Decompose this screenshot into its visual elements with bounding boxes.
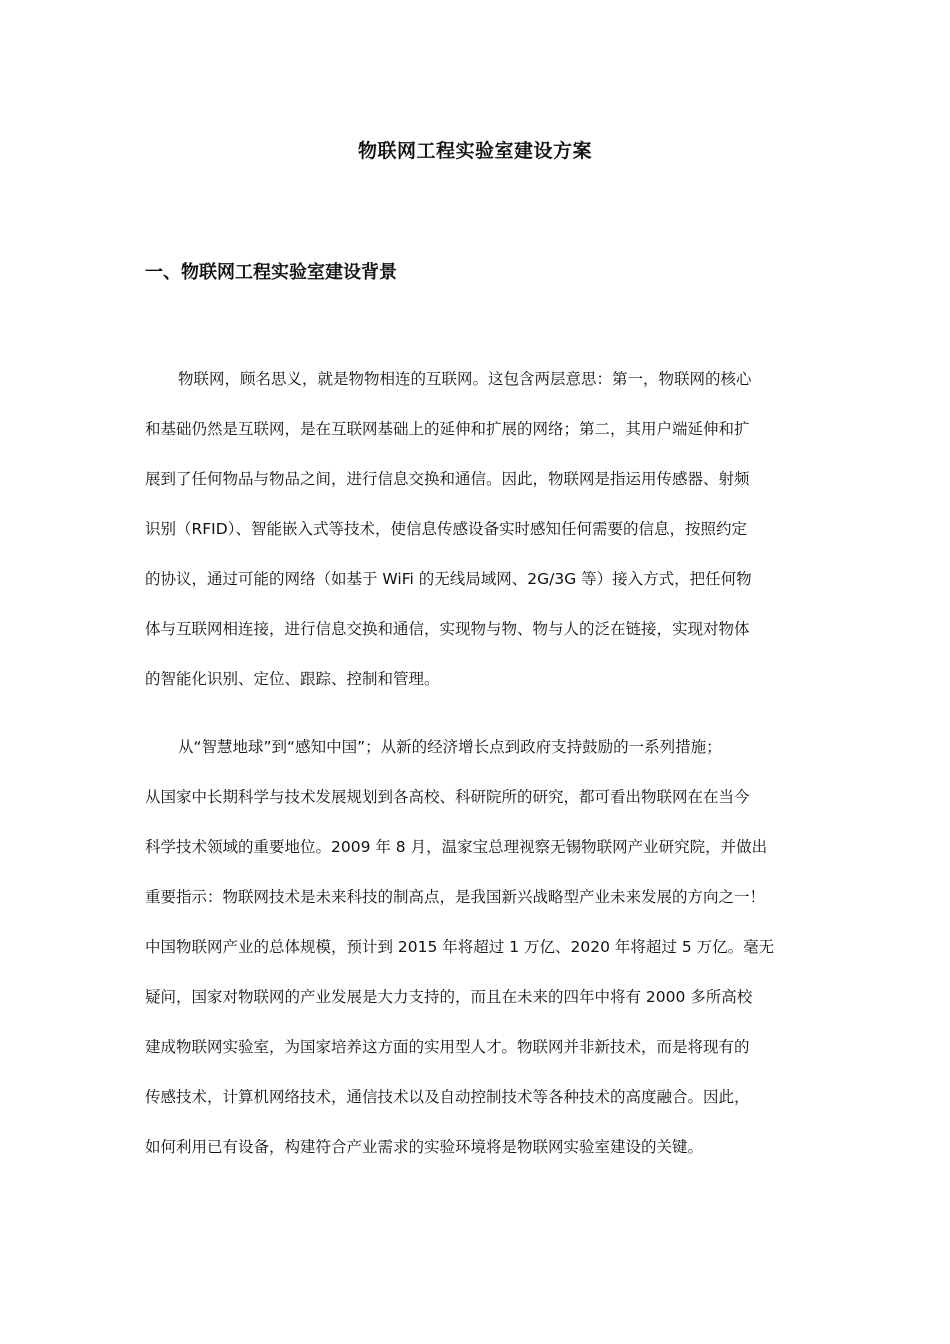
paragraph-line: 中国物联网产业的总体规模，预计到 2015 年将超过 1 万亿、2020 年将超过 5 万亿。毫无	[145, 938, 775, 956]
paragraph-line: 科学技术领域的重要地位。2009 年 8 月，温家宝总理视察无锡物联网产业研究院，并做出	[145, 838, 768, 856]
document-title: 物联网工程实验室建设方案	[357, 140, 592, 162]
paragraph-line: 识别（RFID）、智能嵌入式等技术，使信息传感设备实时感知任何需要的信息，按照约定	[145, 520, 747, 538]
paragraph-line: 建成物联网实验室，为国家培养这方面的实用型人才。物联网并非新技术，而是将现有的	[145, 1038, 750, 1056]
section-heading: 一、物联网工程实验室建设背景	[145, 262, 397, 283]
paragraph-line: 如何利用已有设备，构建符合产业需求的实验环境将是物联网实验室建设的关键。	[145, 1138, 704, 1156]
paragraph-line: 和基础仍然是互联网，是在互联网基础上的延伸和扩展的网络；第二，其用户端延伸和扩	[145, 420, 750, 438]
paragraph-line: 重要指示：物联网技术是未来科技的制高点，是我国新兴战略型产业未来发展的方向之一！	[145, 888, 766, 906]
paragraph-background-1	[145, 354, 807, 704]
paragraph-line: 疑问，国家对物联网的产业发展是大力支持的，而且在未来的四年中将有 2000 多所高校	[145, 988, 753, 1006]
paragraph-line: 从国家中长期科学与技术发展规划到各高校、科研院所的研究，都可看出物联网在在当今	[145, 788, 750, 806]
paragraph-line: 展到了任何物品与物品之间，进行信息交换和通信。因此，物联网是指运用传感器、射频	[145, 470, 750, 488]
paragraph-line: 物联网，顾名思义，就是物物相连的互联网。这包含两层意思：第一，物联网的核心	[178, 370, 752, 388]
paragraph-line: 的协议，通过可能的网络（如基于 WiFi 的无线局域网、2G/3G 等）接入方式，把任何物	[145, 570, 752, 588]
paragraph-line: 传感技术，计算机网络技术，通信技术以及自动控制技术等各种技术的高度融合。因此，	[145, 1088, 750, 1106]
paragraph-line: 的智能化识别、定位、跟踪、控制和管理。	[145, 670, 440, 688]
paragraph-line: 体与互联网相连接，进行信息交换和通信，实现物与物、物与人的泛在链接，实现对物体	[145, 620, 750, 638]
paragraph-background-2	[145, 722, 807, 1172]
paragraph-line: 从“智慧地球”到“感知中国”；从新的经济增长点到政府支持鼓励的一系列措施；	[178, 738, 722, 756]
